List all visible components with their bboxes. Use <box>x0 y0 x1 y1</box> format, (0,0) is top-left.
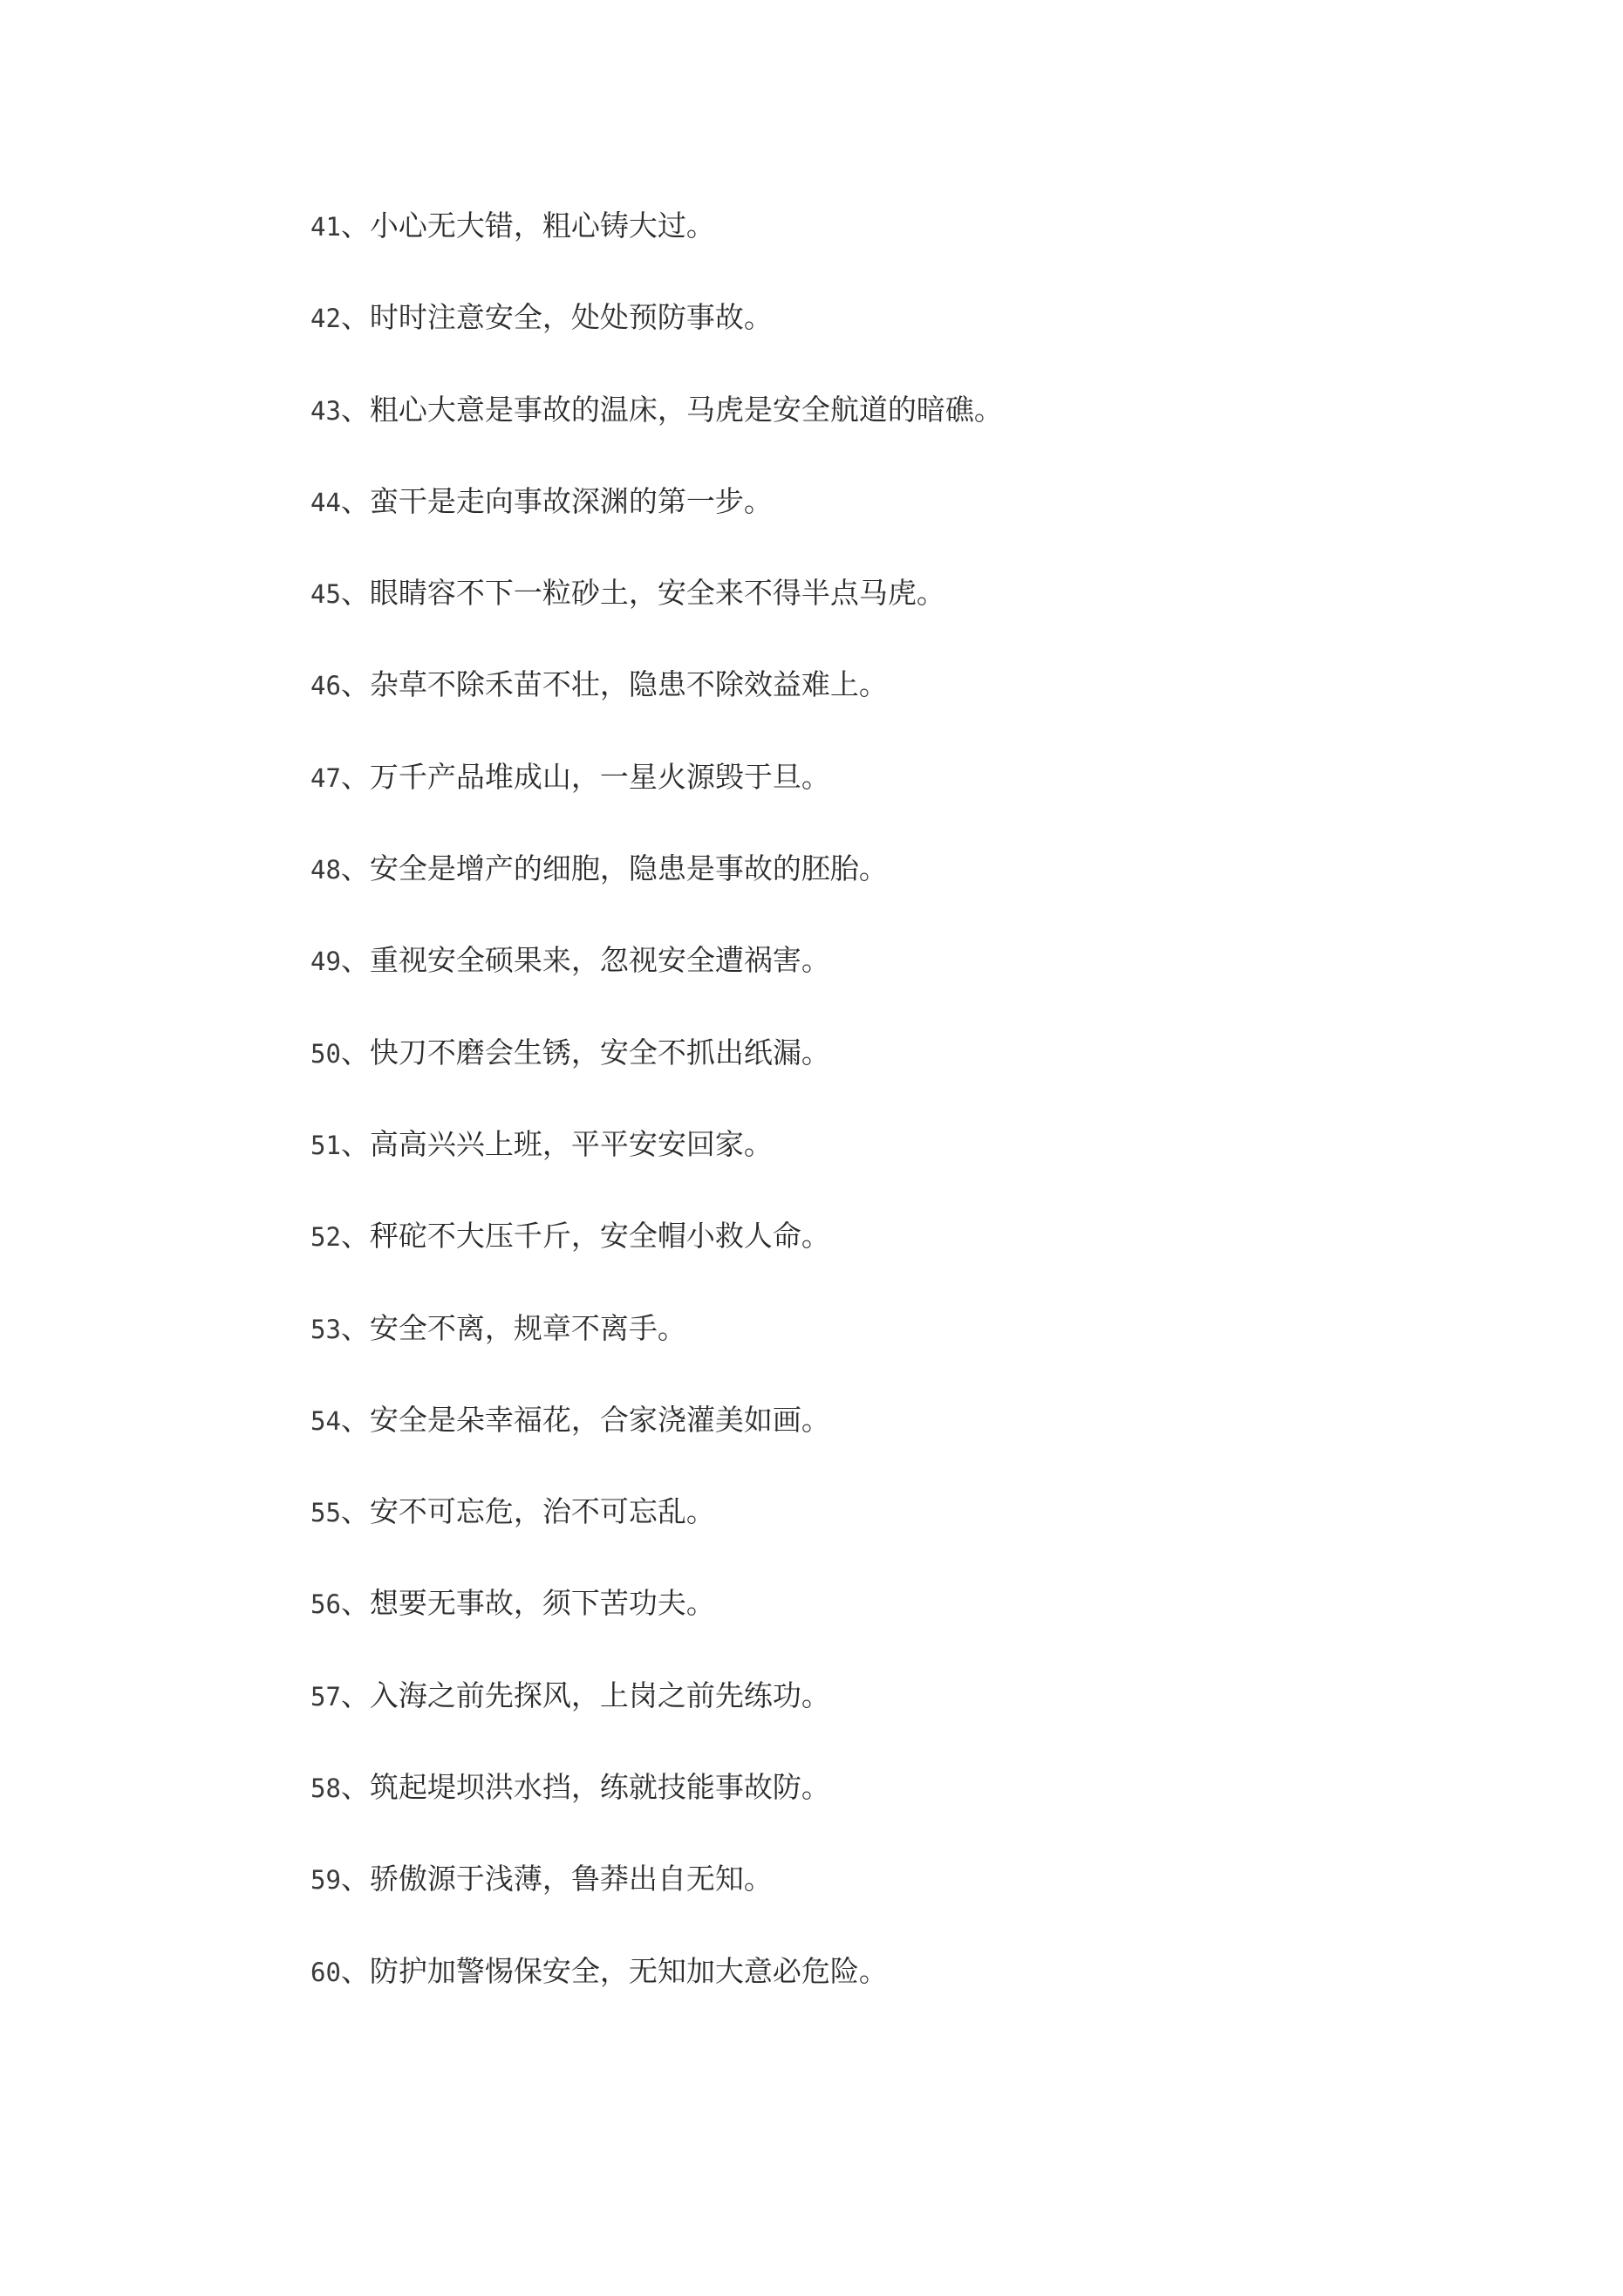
item-text: 筑起堤坝洪水挡，练就技能事故防。 <box>369 1770 830 1805</box>
item-number: 56 <box>310 1589 341 1620</box>
list-item <box>310 1762 1444 1854</box>
item-number: 57 <box>310 1681 341 1712</box>
item-number: 55 <box>310 1498 341 1528</box>
item-text: 骄傲源于浅薄，鲁莽出自无知。 <box>369 1862 773 1896</box>
list-item <box>310 1119 1444 1211</box>
item-text: 眼睛容不下一粒砂土，安全来不得半点马虎。 <box>369 576 945 611</box>
slogan-list <box>310 201 1444 2038</box>
item-text: 秤砣不大压千斤，安全帽小救人命。 <box>369 1219 830 1254</box>
list-item <box>310 1486 1444 1578</box>
item-separator: 、 <box>340 1953 370 1988</box>
list-item <box>310 1211 1444 1302</box>
item-number: 42 <box>310 304 341 334</box>
item-text: 防护加警惕保安全，无知加大意必危险。 <box>369 1953 888 1988</box>
item-separator: 、 <box>340 851 370 886</box>
item-number: 47 <box>310 762 341 793</box>
item-separator: 、 <box>340 483 370 518</box>
item-separator: 、 <box>340 1126 370 1161</box>
list-item <box>310 659 1444 751</box>
item-text: 粗心大意是事故的温床，马虎是安全航道的暗礁。 <box>369 392 1003 427</box>
item-number: 48 <box>310 855 341 885</box>
item-separator: 、 <box>340 1678 370 1712</box>
item-text: 时时注意安全，处处预防事故。 <box>369 300 773 335</box>
list-item <box>310 1578 1444 1670</box>
item-number: 49 <box>310 946 341 977</box>
item-separator: 、 <box>340 1770 370 1805</box>
item-separator: 、 <box>340 300 370 335</box>
item-number: 58 <box>310 1773 341 1804</box>
item-text: 入海之前先探风，上岗之前先练功。 <box>369 1678 830 1712</box>
list-item <box>310 935 1444 1027</box>
item-text: 安全是朵幸福花，合家浇灌美如画。 <box>369 1402 830 1437</box>
item-text: 蛮干是走向事故深渊的第一步。 <box>369 483 773 518</box>
item-text: 安全是增产的细胞，隐患是事故的胚胎。 <box>369 851 888 886</box>
item-separator: 、 <box>340 943 370 978</box>
list-item <box>310 568 1444 659</box>
list-item <box>310 1671 1444 1762</box>
list-item <box>310 1303 1444 1395</box>
item-text: 小心无大错，粗心铸大过。 <box>369 208 715 243</box>
list-item <box>310 1854 1444 1945</box>
item-number: 54 <box>310 1405 341 1436</box>
item-separator: 、 <box>340 667 370 702</box>
item-text: 快刀不磨会生锈，安全不抓出纸漏。 <box>369 1035 830 1069</box>
item-number: 53 <box>310 1314 341 1344</box>
item-number: 51 <box>310 1130 341 1160</box>
item-separator: 、 <box>340 208 370 243</box>
item-separator: 、 <box>340 392 370 427</box>
item-number: 43 <box>310 395 341 426</box>
item-separator: 、 <box>340 1494 370 1529</box>
list-item <box>310 1395 1444 1486</box>
list-item <box>310 844 1444 935</box>
item-text: 万千产品堆成山，一星火源毁于旦。 <box>369 759 830 794</box>
list-item <box>310 385 1444 476</box>
item-number: 45 <box>310 579 341 610</box>
list-item <box>310 201 1444 292</box>
item-number: 46 <box>310 671 341 701</box>
list-item <box>310 292 1444 384</box>
list-item <box>310 752 1444 844</box>
item-number: 52 <box>310 1222 341 1253</box>
item-text: 安全不离，规章不离手。 <box>369 1310 686 1345</box>
item-number: 44 <box>310 487 341 517</box>
item-separator: 、 <box>340 759 370 794</box>
item-number: 60 <box>310 1957 341 1987</box>
item-number: 50 <box>310 1038 341 1069</box>
item-separator: 、 <box>340 1862 370 1896</box>
item-separator: 、 <box>340 1035 370 1069</box>
list-item <box>310 1946 1444 2038</box>
item-text: 安不可忘危，治不可忘乱。 <box>369 1494 715 1529</box>
list-item <box>310 476 1444 568</box>
item-number: 41 <box>310 212 341 242</box>
item-separator: 、 <box>340 1402 370 1437</box>
item-separator: 、 <box>340 1310 370 1345</box>
item-text: 重视安全硕果来，忽视安全遭祸害。 <box>369 943 830 978</box>
item-separator: 、 <box>340 1219 370 1254</box>
list-item <box>310 1028 1444 1119</box>
item-text: 高高兴兴上班，平平安安回家。 <box>369 1126 773 1161</box>
item-number: 59 <box>310 1865 341 1896</box>
item-separator: 、 <box>340 1586 370 1621</box>
item-text: 想要无事故，须下苦功夫。 <box>369 1586 715 1621</box>
item-text: 杂草不除禾苗不壮，隐患不除效益难上。 <box>369 667 888 702</box>
item-separator: 、 <box>340 576 370 611</box>
